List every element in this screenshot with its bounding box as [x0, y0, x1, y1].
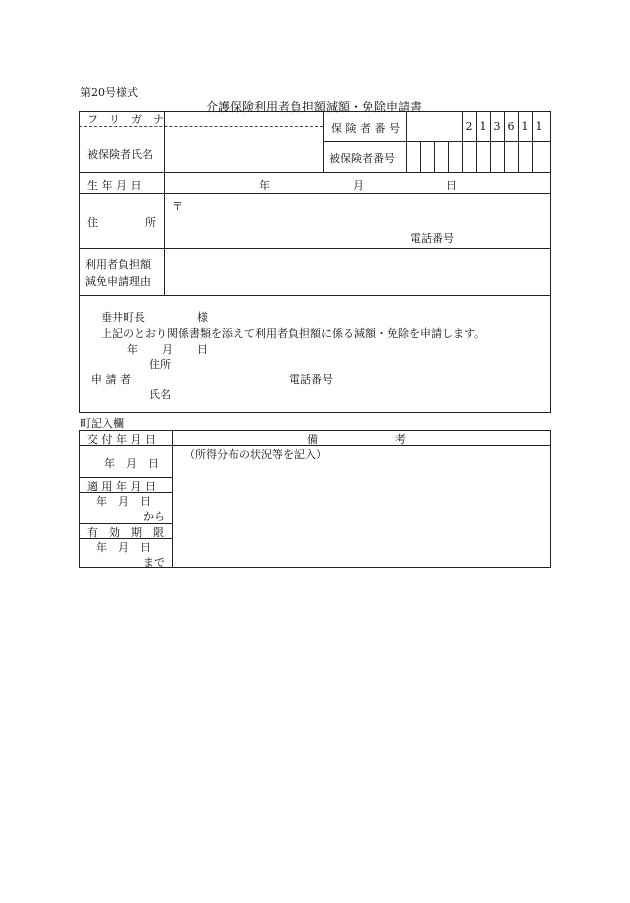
birthdate-label: 生 年 月 日	[87, 179, 142, 192]
valid-period-value: 年 月 日	[96, 541, 151, 554]
row-divider-reason	[79, 248, 551, 249]
insurer-digit: 1	[479, 120, 487, 133]
insured-name-label: 被保険者氏名	[87, 148, 153, 161]
honorific: 様	[197, 311, 208, 324]
birth-month: 月	[353, 179, 364, 192]
applicant-address-label: 住所	[149, 358, 171, 371]
insurer-digit: 3	[493, 120, 501, 133]
insurer-digit: 6	[507, 120, 515, 133]
applicant-name-label: 氏名	[149, 388, 171, 401]
phone-label: 電話番号	[410, 232, 454, 245]
furigana-label: フ リ ガ ナ	[87, 113, 164, 126]
insurer-number-label: 保 険 者 番 号	[331, 122, 400, 135]
reason-label: 利用者負担額	[85, 258, 151, 271]
office-section-label: 町記入欄	[80, 417, 124, 430]
address-label: 所	[145, 216, 156, 229]
remarks-label: 備 考	[307, 433, 406, 446]
label-column-divider	[164, 111, 165, 295]
apply-from: から	[143, 510, 165, 523]
application-month: 月	[162, 343, 173, 356]
row-divider-birth	[79, 172, 551, 173]
apply-date-label: 適 用 年 月 日	[87, 480, 156, 493]
postal-mark: 〒	[172, 200, 183, 213]
row-divider-applicant	[79, 295, 551, 296]
insurer-digit: 1	[535, 120, 543, 133]
birth-day: 日	[446, 179, 457, 192]
form-number: 第20号様式	[80, 86, 138, 99]
application-day: 日	[197, 343, 208, 356]
address-label: 住	[87, 216, 98, 229]
insured-number-label: 被保険者番号	[329, 152, 395, 165]
number-row-divider	[323, 141, 551, 142]
issue-date-value: 年 月 日	[104, 457, 159, 470]
valid-period-label: 有 効 期 限	[87, 526, 164, 539]
remarks-note: （所得分布の状況等を記入）	[184, 448, 327, 461]
form-title: 介護保険利用者負担額減額・免除申請書	[206, 100, 423, 114]
number-label-divider-left	[323, 111, 324, 172]
insurer-digit: 1	[521, 120, 529, 133]
insurer-digit: 2	[465, 120, 473, 133]
application-year: 年	[127, 343, 138, 356]
reason-label: 減免申請理由	[85, 275, 151, 288]
office-column-divider	[172, 430, 173, 568]
apply-date-value: 年 月 日	[96, 495, 151, 508]
addressee: 垂井町長	[101, 311, 145, 324]
valid-until: まで	[143, 556, 165, 569]
digit-divider	[434, 141, 435, 172]
digit-divider	[448, 141, 449, 172]
number-label-divider-right	[406, 111, 407, 172]
issue-date-label: 交 付 年 月 日	[87, 433, 156, 446]
birth-year: 年	[259, 179, 270, 192]
applicant-label: 申 請 者	[91, 373, 131, 386]
applicant-phone-label: 電話番号	[289, 373, 333, 386]
row-divider-address	[79, 193, 551, 194]
application-statement: 上記のとおり関係書類を添えて利用者負担額に係る減額・免除を申請します。	[101, 327, 486, 340]
digit-divider	[420, 141, 421, 172]
